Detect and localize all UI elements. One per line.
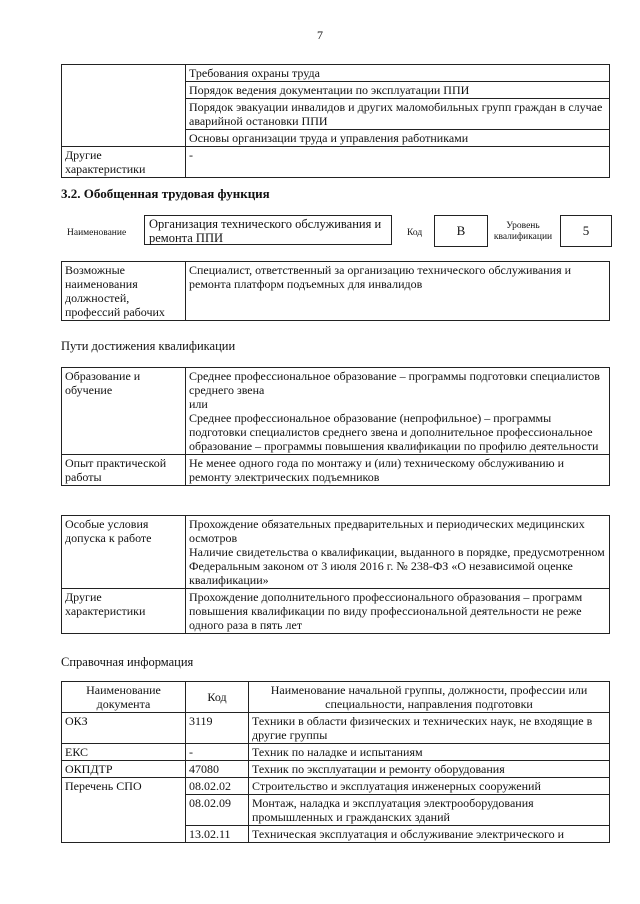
table-row [62,778,610,795]
function-name: Организация технического обслуживания и ремонта ППИ [144,215,392,245]
table-cell: Техник по наладке и испытаниям [249,744,610,761]
table-row [62,713,610,744]
table-cell: ОКПДТР [62,761,186,778]
table-row [62,368,610,455]
table-cell: Требования охраны труда [186,65,610,82]
table-cell: 13.02.11 [186,826,249,843]
page-number: 7 [317,28,323,42]
table-cell: ЕКС [62,744,186,761]
table-cell [186,516,610,589]
table-cell [186,368,610,455]
function-code: B [434,215,488,247]
table-cell: Порядок ведения документации по эксплуатации ППИ [186,82,610,99]
function-header [61,215,610,251]
table-cell: Перечень СПО [62,778,186,843]
qualification-paths-table [61,367,610,486]
table-row [62,455,610,486]
code-label: Код [407,228,423,238]
condition-line: Прохождение обязательных предварительных и периодических медицинских осмотров [189,517,585,545]
education-line: Среднее профессиональное образование (непрофильное) – программы подготовки специалистов среднего звена и дополнительное профессиональное образование – программы повышения квалификации по профилю деятельности [189,411,599,453]
table-row [62,65,610,82]
reference-heading: Справочная информация [61,655,194,669]
table-cell: Прохождение дополнительного профессионального образования – программ повышения квалификации по виду профессиональной деятельности не реже одного раза в пять лет [186,589,610,634]
column-header: Код [186,682,249,713]
column-header: Наименование документа [62,682,186,713]
table-row [62,147,610,178]
positions-table [61,261,610,321]
table-cell: 08.02.09 [186,795,249,826]
knowledge-table [61,64,610,178]
column-header: Наименование начальной группы, должности, профессии или специальности, направления подготовки [249,682,610,713]
table-cell: Специалист, ответственный за организацию технического обслуживания и ремонта платформ подъемных для инвалидов [186,262,610,321]
table-header-row [62,682,610,713]
table-cell: Монтаж, наладка и эксплуатация электрооборудования промышленных и гражданских зданий [249,795,610,826]
table-cell-empty [62,65,186,147]
table-cell: ОКЗ [62,713,186,744]
table-cell: Основы организации труда и управления работниками [186,130,610,147]
section-title: 3.2. Обобщенная трудовая функция [61,186,270,201]
table-row [62,262,610,321]
table-cell: Техническая эксплуатация и обслуживание электрического и [249,826,610,843]
table-cell: Строительство и эксплуатация инженерных сооружений [249,778,610,795]
table-cell: 3119 [186,713,249,744]
table-cell: Не менее одного года по монтажу и (или) техническому обслуживанию и ремонту электрических подъемников [186,455,610,486]
qualification-level: 5 [560,215,612,247]
row-label: Особые условия допуска к работе [62,516,186,589]
education-line: Среднее профессиональное образование – программы подготовки специалистов среднего звена [189,369,600,397]
table-cell: Техники в области физических и технических наук, не входящие в другие группы [249,713,610,744]
row-label: Возможные наименования должностей, профессий рабочих [62,262,186,321]
table-cell: Порядок эвакуации инвалидов и других маломобильных групп граждан в случае аварийной остановки ППИ [186,99,610,130]
name-label: Наименование [67,228,127,238]
condition-line: Наличие свидетельства о квалификации, выданного в порядке, предусмотренном Федеральным законом от 3 июля 2016 г. № 238-ФЗ «О независимой оценке квалификации» [189,545,605,587]
table-cell: 08.02.02 [186,778,249,795]
reference-table [61,681,610,843]
education-line: или [189,397,208,411]
row-label: Опыт практической работы [62,455,186,486]
table-cell: - [186,744,249,761]
row-label: Другие характеристики [62,589,186,634]
table-row [62,744,610,761]
table-row [62,589,610,634]
table-row [62,516,610,589]
table-cell: 47080 [186,761,249,778]
table-cell: Техник по эксплуатации и ремонту оборудования [249,761,610,778]
row-label: Образование и обучение [62,368,186,455]
level-label: Уровень квалификации [493,221,553,242]
table-cell: - [186,147,610,178]
row-label: Другие характеристики [62,147,186,178]
special-conditions-table [61,515,610,634]
table-row [62,761,610,778]
qualification-paths-heading: Пути достижения квалификации [61,339,236,353]
